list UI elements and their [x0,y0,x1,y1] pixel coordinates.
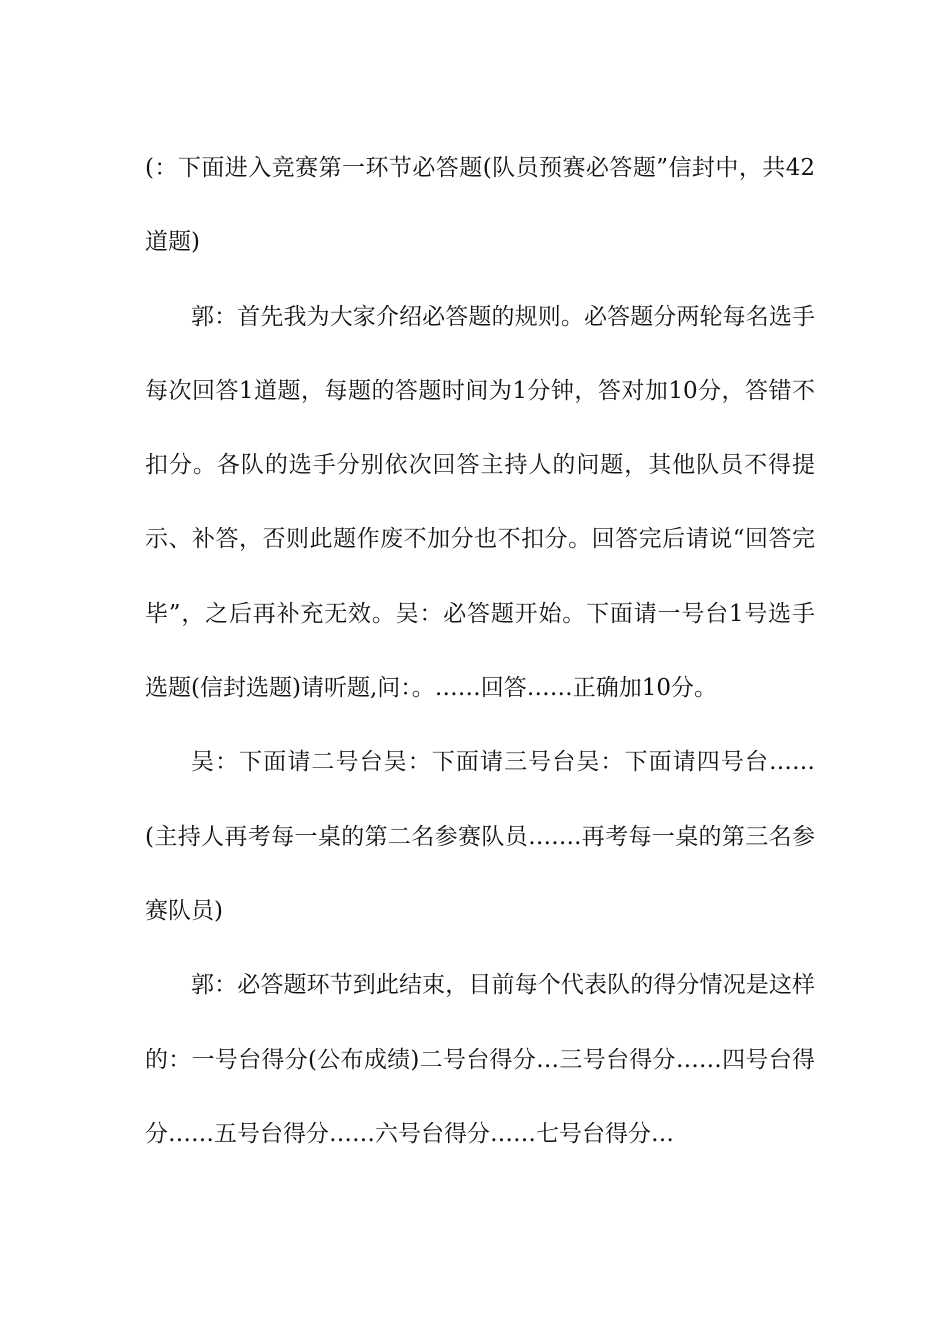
paragraph-rules: 郭：首先我为大家介绍必答题的规则。必答题分两轮每名选手每次回答1道题，每题的答题时间为1分钟，答对加10分，答错不扣分。各队的选手分别依次回答主持人的问题，其他队员不得提示、补答，否则此题作废不加分也不扣分。回答完后请说“回答完毕”，之后再补充无效。吴：必答题开始。下面请一号台1号选手选题(信封选题)请听题,问：。……回答……正确加10分。 [145,303,815,702]
paragraph-next-tables: 吴：下面请二号台吴：下面请三号台吴：下面请四号台……(主持人再考每一桌的第二名参赛队员…….再考每一桌的第三名参赛队员) [145,749,815,924]
paragraph-intro: (：下面进入竞赛第一环节必答题(队员预赛必答题”信封中，共42道题) [145,155,815,256]
paragraph-scores: 郭：必答题环节到此结束，目前每个代表队的得分情况是这样的：一号台得分(公布成绩)二号台得分…三号台得分……四号台得分……五号台得分……六号台得分……七号台得分… [145,972,815,1147]
document-body [145,131,815,1171]
